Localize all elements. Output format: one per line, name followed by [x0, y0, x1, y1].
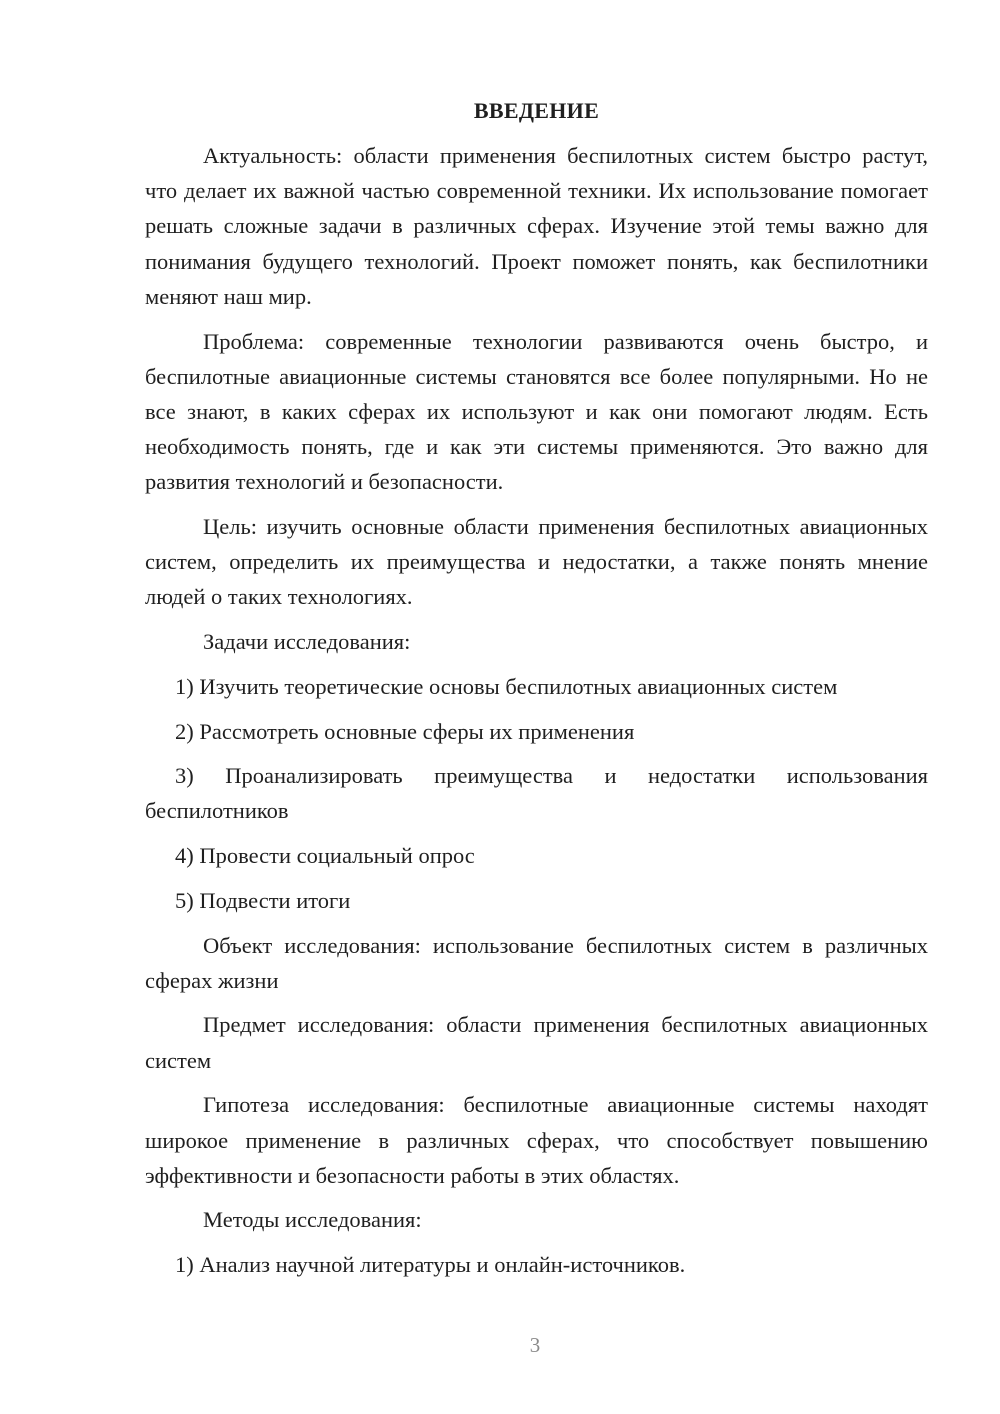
paragraph-tasks-heading: Задачи исследования:: [203, 629, 411, 655]
task-item: 2) Рассмотреть основные сферы их применения: [175, 718, 635, 744]
paragraph-subject: Предмет исследования: области применения беспилотных авиационных систем: [145, 1012, 928, 1073]
task-item: 5) Подвести итоги: [175, 887, 351, 913]
document-page: [145, 96, 928, 1292]
paragraph-hypothesis: Гипотеза исследования: беспилотные авиационные системы находят широкое применение в различных сферах, что способствует повышению эффективности и безопасности работы в этих областях.: [145, 1092, 928, 1188]
task-item: 4) Провести социальный опрос: [175, 843, 475, 869]
task-item: 3) Проанализировать преимущества и недостатки использования беспилотников: [145, 763, 928, 824]
task-item: 1) Изучить теоретические основы беспилотных авиационных систем: [175, 673, 838, 699]
paragraph-relevance: Актуальность: области применения беспилотных систем быстро растут, что делает их важной частью современной техники. Их использование помогает решать сложные задачи в различных сферах. Изучение этой темы важно для понимания будущего технологий. Проект поможет понять, как беспилотники меняют наш мир.: [145, 143, 928, 309]
paragraph-methods-heading: Методы исследования:: [203, 1207, 422, 1233]
paragraph-object: Объект исследования: использование беспилотных систем в различных сферах жизни: [145, 932, 928, 993]
section-title: ВВЕДЕНИЕ: [473, 98, 600, 123]
method-item: 1) Анализ научной литературы и онлайн-источников.: [175, 1252, 686, 1278]
paragraph-goal: Цель: изучить основные области применения беспилотных авиационных систем, определить их преимущества и недостатки, а также понять мнение людей о таких технологиях.: [145, 514, 928, 610]
page-number: 3: [529, 1333, 541, 1357]
paragraph-problem: Проблема: современные технологии развиваются очень быстро, и беспилотные авиационные системы становятся все более популярными. Но не все знают, в каких сферах их используют и как они помогают людям. Есть необходимость понять, где и как эти системы применяются. Это важно для развития технологий и безопасности.: [145, 328, 928, 495]
